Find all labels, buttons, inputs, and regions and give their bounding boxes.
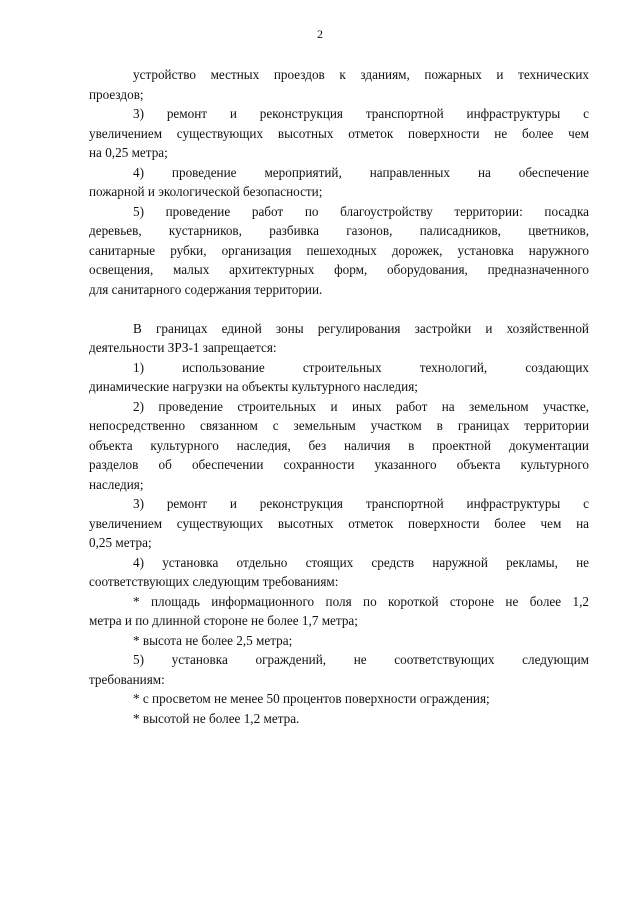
text-line: 2) проведение строительных и иных работ на земельном участке, [133, 398, 589, 414]
text-line: 5) установка ограждений, не соответствующих следующим [133, 652, 589, 667]
text-line: требованиям: [89, 671, 165, 687]
text-line: устройство местных проездов к зданиям, пожарных и технических [133, 67, 589, 82]
paragraph-prohibited-item-4-req-2 [89, 631, 589, 651]
text-line: на 0,25 метра; [89, 145, 168, 160]
text-line: деревьев, кустарников, разбивка газонов, палисадников, цветников, [89, 223, 589, 238]
paragraph-prohibited-item-5 [89, 650, 589, 689]
paragraph-allowed-item-3 [89, 104, 589, 163]
text-line: * с просветом не менее 50 процентов поверхности ограждения; [133, 691, 490, 706]
text-line: пожарной и экологической безопасности; [89, 184, 323, 199]
text-line: метра и по длинной стороне не более 1,7 метра; [89, 613, 358, 628]
paragraph-prohibited-intro [89, 319, 589, 358]
paragraph-prohibited-item-3 [89, 494, 589, 553]
text-line: 4) установка отдельно стоящих средств наружной рекламы, не [133, 554, 589, 570]
text-line: 3) ремонт и реконструкция транспортной инфраструктуры с [133, 496, 589, 511]
document-body [89, 65, 589, 728]
page-number: 2 [317, 27, 323, 41]
text-line: 3) ремонт и реконструкция транспортной инфраструктуры с [133, 106, 589, 121]
text-line: увеличением существующих высотных отметок поверхности не более чем [89, 125, 589, 141]
text-line: 1) использование строительных технологий, создающих [133, 359, 589, 375]
text-line: * высотой не более 1,2 метра. [133, 710, 300, 726]
paragraph-prohibited-item-2 [89, 397, 589, 495]
paragraph-gap [89, 299, 589, 319]
text-line: соответствующих следующим требованиям: [89, 574, 339, 589]
text-line: 4) проведение мероприятий, направленных на обеспечение [133, 164, 589, 180]
text-line: разделов об обеспечении сохранности указанного объекта культурного [89, 457, 589, 472]
text-line: объекта культурного наследия, без наличия в проектной документации [89, 437, 589, 453]
text-line: для санитарного содержания территории. [89, 281, 323, 297]
text-line: 5) проведение работ по благоустройству территории: посадка [133, 203, 589, 219]
text-line: динамические нагрузки на объекты культурного наследия; [89, 379, 418, 394]
paragraph-prohibited-item-4 [89, 553, 589, 592]
paragraph-prohibited-item-4-req-1 [89, 592, 589, 631]
text-line: В границах единой зоны регулирования застройки и хозяйственной [133, 320, 589, 336]
paragraph-prohibited-item-5-req-2 [89, 709, 589, 729]
paragraph-allowed-item-5 [89, 202, 589, 300]
paragraph-prohibited-item-1 [89, 358, 589, 397]
text-line: 0,25 метра; [89, 535, 152, 550]
text-line: проездов; [89, 86, 144, 102]
text-line: непосредственно связанном с земельным участком в границах территории [89, 418, 589, 433]
text-line: увеличением существующих высотных отметок поверхности более чем на [89, 515, 589, 531]
text-line: * площадь информационного поля по короткой стороне не более 1,2 [133, 593, 589, 609]
paragraph-allowed-item-4 [89, 163, 589, 202]
text-line: санитарные рубки, организация пешеходных дорожек, установка наружного [89, 242, 589, 258]
paragraph-cont-item [89, 65, 589, 104]
text-line: наследия; [89, 476, 144, 492]
text-line: освещения, малых архитектурных форм, оборудования, предназначенного [89, 262, 589, 277]
text-line: деятельности ЗРЗ-1 запрещается: [89, 340, 277, 355]
text-line: * высота не более 2,5 метра; [133, 632, 293, 648]
paragraph-prohibited-item-5-req-1 [89, 689, 589, 709]
